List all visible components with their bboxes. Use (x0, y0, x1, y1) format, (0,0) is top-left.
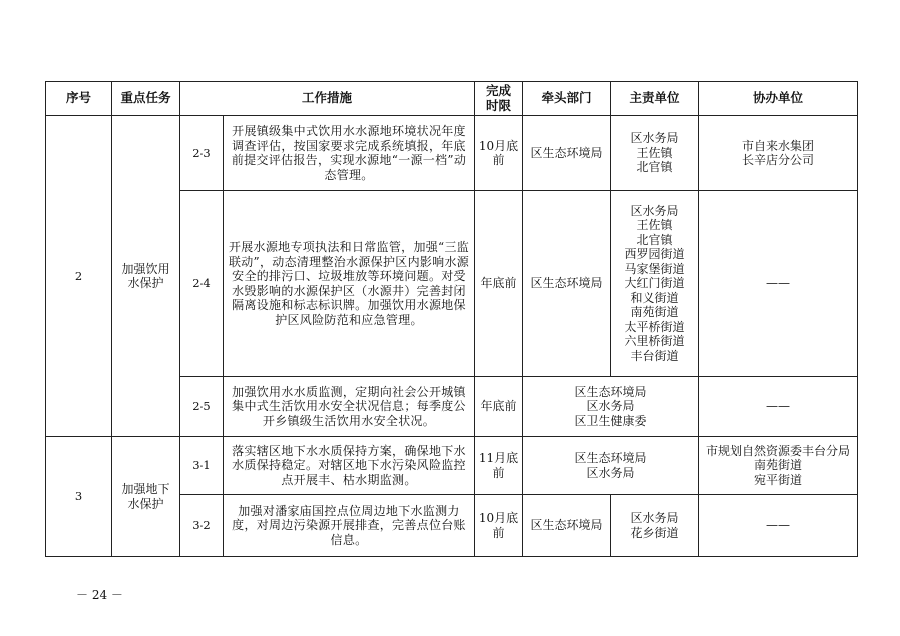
main-unit-cell: 区水务局 王佐镇 北官镇 西罗园街道 马家堡街道 大红门街道 和义街道 南苑街道 太平桥街道 六里桥街道 丰台街道 (611, 191, 699, 377)
measure-code: 2-5 (180, 377, 224, 437)
deadline-cell: 10月底 前 (475, 116, 523, 191)
task-cell: 加强饮用 水保护 (112, 116, 180, 437)
table-row (46, 437, 858, 495)
assist-unit-cell: 市规划自然资源委丰台分局 南苑街道 宛平街道 (699, 437, 858, 495)
header-measures: 工作措施 (180, 82, 475, 116)
assist-unit-cell: —— (699, 377, 858, 437)
header-main-unit: 主责单位 (611, 82, 699, 116)
assist-unit-cell: —— (699, 191, 858, 377)
lead-dept-cell: 区生态环境局 (523, 191, 611, 377)
measure-text: 开展水源地专项执法和日常监管，加强“三监联动”，动态清理整治水源保护区内影响水源安全的排污口、垃圾堆放等环境问题。对受水毁影响的水源保护区（水源井）完善封闭隔离设施和标志标识牌。加强饮用水源地保护区风险防范和应急管理。 (224, 191, 475, 377)
deadline-cell: 年底前 (475, 191, 523, 377)
measure-text: 落实辖区地下水水质保持方案，确保地下水水质保持稳定。对辖区地下水污染风险监控点开展丰、枯水期监测。 (224, 437, 475, 495)
lead-main-merged-cell: 区生态环境局 区水务局 区卫生健康委 (523, 377, 699, 437)
page-number: － 24 － (76, 588, 123, 602)
seq-cell: 3 (46, 437, 112, 557)
main-unit-cell: 区水务局 花乡街道 (611, 495, 699, 557)
header-seq: 序号 (46, 82, 112, 116)
task-cell: 加强地下 水保护 (112, 437, 180, 557)
deadline-cell: 年底前 (475, 377, 523, 437)
header-assist-unit: 协办单位 (699, 82, 858, 116)
deadline-cell: 10月底 前 (475, 495, 523, 557)
main-unit-cell: 区水务局 王佐镇 北官镇 (611, 116, 699, 191)
measure-text: 加强对潘家庙国控点位周边地下水监测力度，对周边污染源开展排查，完善点位台账信息。 (224, 495, 475, 557)
lead-dept-cell: 区生态环境局 (523, 495, 611, 557)
measure-code: 3-1 (180, 437, 224, 495)
measure-text: 开展镇级集中式饮用水水源地环境状况年度调查评估，按国家要求完成系统填报，年底前提交评估报告，实现水源地“一源一档”动态管理。 (224, 116, 475, 191)
deadline-cell: 11月底 前 (475, 437, 523, 495)
assist-unit-cell: —— (699, 495, 858, 557)
lead-dept-cell: 区生态环境局 (523, 116, 611, 191)
measure-code: 3-2 (180, 495, 224, 557)
table-row (46, 116, 858, 191)
assist-unit-cell: 市自来水集团 长辛店分公司 (699, 116, 858, 191)
header-deadline: 完成 时限 (475, 82, 523, 116)
header-task: 重点任务 (112, 82, 180, 116)
task-table (45, 81, 858, 557)
lead-main-merged-cell: 区生态环境局 区水务局 (523, 437, 699, 495)
header-row (46, 82, 858, 116)
seq-cell: 2 (46, 116, 112, 437)
header-lead-dept: 牵头部门 (523, 82, 611, 116)
measure-text: 加强饮用水水质监测，定期向社会公开城镇集中式生活饮用水安全状况信息；每季度公开乡镇级生活饮用水安全状况。 (224, 377, 475, 437)
measure-code: 2-4 (180, 191, 224, 377)
measure-code: 2-3 (180, 116, 224, 191)
